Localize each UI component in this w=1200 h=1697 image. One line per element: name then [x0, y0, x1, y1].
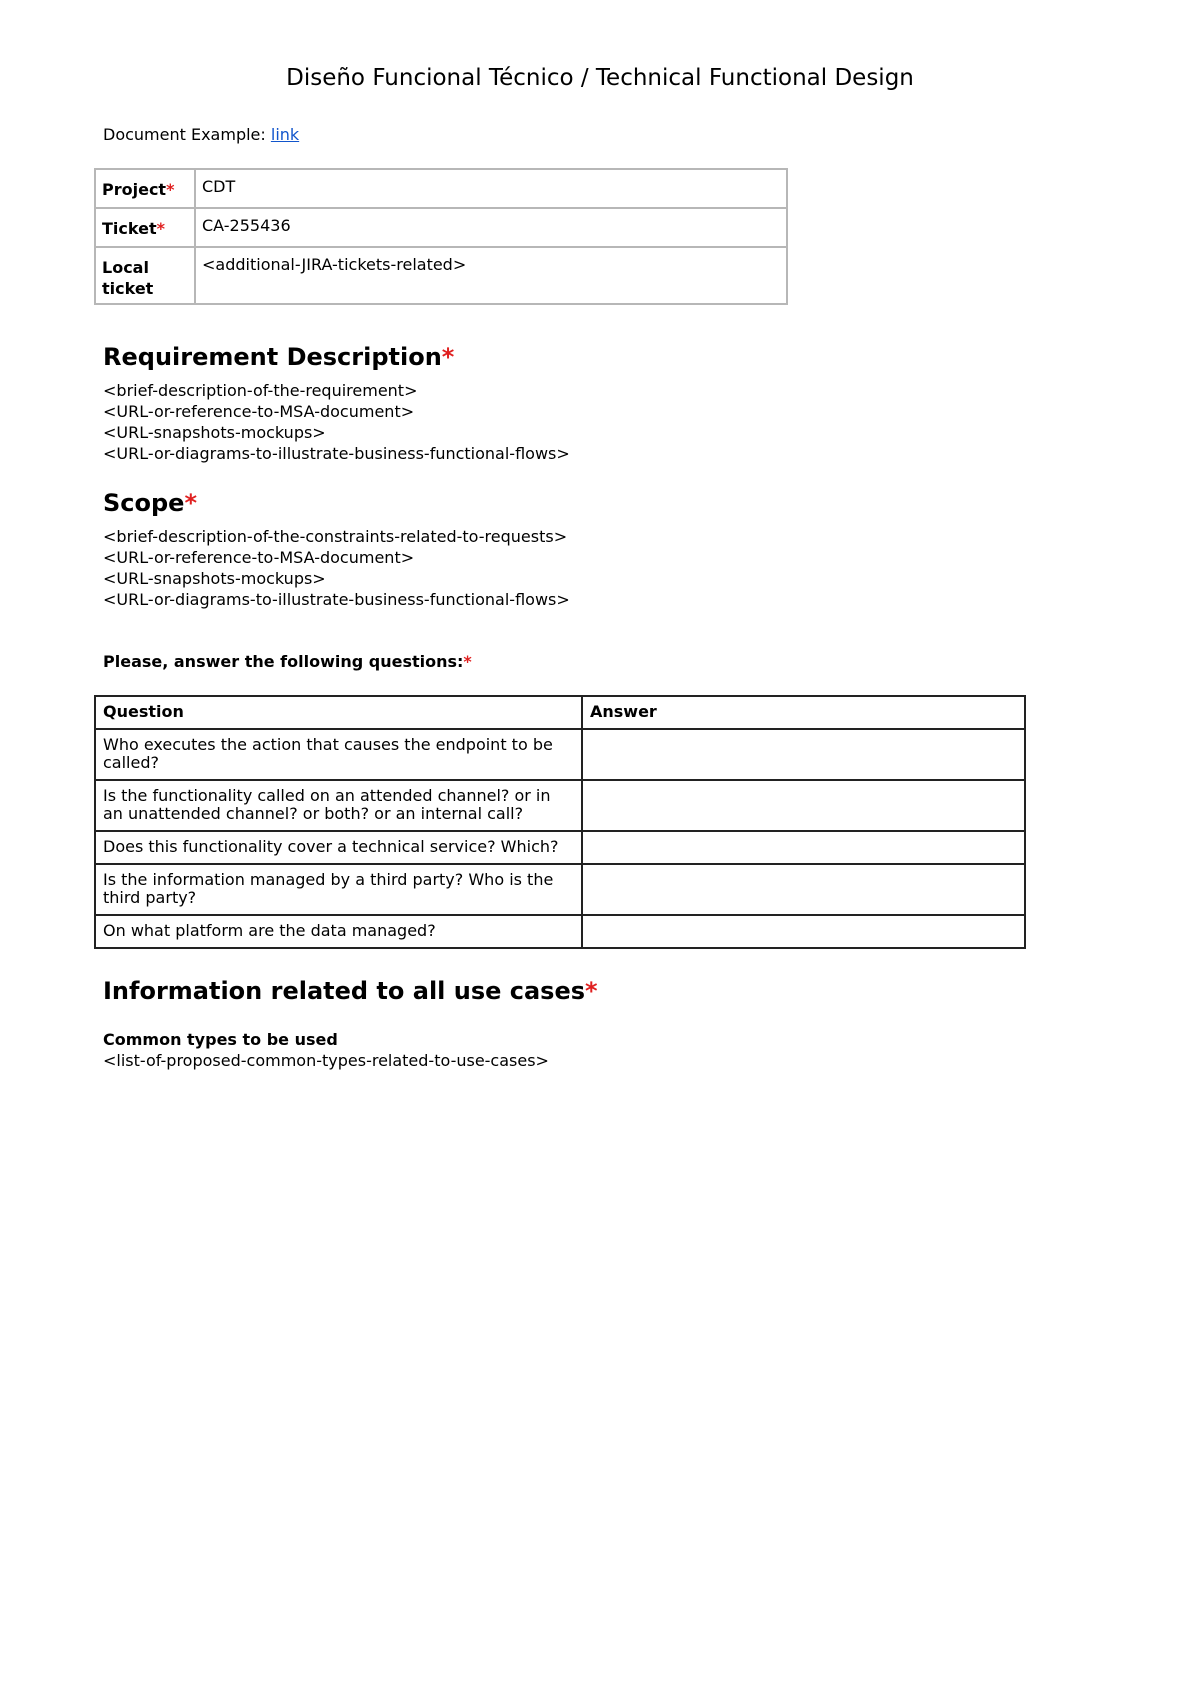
table-row — [95, 864, 1025, 915]
requirement-heading-text: Requirement Description — [103, 343, 442, 371]
project-label: Project — [102, 180, 167, 199]
ticket-label-cell — [95, 208, 195, 247]
table-row — [95, 915, 1025, 948]
requirement-line: <URL-or-reference-to-MSA-document> — [103, 402, 415, 421]
document-example-link[interactable]: link — [270, 125, 300, 144]
page-title: Diseño Funcional Técnico / Technical Functional Design — [286, 65, 914, 91]
required-asterisk: * — [441, 343, 455, 371]
scope-body — [103, 526, 570, 610]
scope-line: <URL-or-reference-to-MSA-document> — [103, 548, 415, 567]
scope-heading-text: Scope — [103, 489, 185, 517]
use-cases-heading-text: Information related to all use cases — [103, 977, 586, 1005]
scope-heading — [103, 488, 197, 518]
question-column-header: Question — [95, 696, 582, 729]
required-asterisk: * — [166, 180, 175, 199]
answer-column-header: Answer — [582, 696, 1025, 729]
questions-prompt-text: Please, answer the following questions: — [103, 652, 464, 671]
required-asterisk: * — [184, 489, 198, 517]
table-row — [95, 729, 1025, 780]
scope-line: <brief-description-of-the-constraints-related-to-requests> — [103, 527, 568, 546]
answer-cell[interactable] — [582, 831, 1025, 864]
table-row — [95, 831, 1025, 864]
requirement-line: <URL-snapshots-mockups> — [103, 423, 326, 442]
answer-cell[interactable] — [582, 915, 1025, 948]
ticket-row — [95, 208, 787, 247]
ticket-value: CA-255436 — [202, 216, 291, 235]
answer-cell[interactable] — [582, 780, 1025, 831]
requirement-body — [103, 380, 570, 464]
questions-table — [94, 695, 1026, 949]
question-cell: Is the functionality called on an attended channel? or in an unattended channel? or both? or an internal call? — [95, 780, 582, 831]
local-ticket-row — [95, 247, 787, 304]
answer-cell[interactable] — [582, 729, 1025, 780]
questions-header-row — [95, 696, 1025, 729]
required-asterisk: * — [156, 219, 165, 238]
local-ticket-value: <additional-JIRA-tickets-related> — [202, 255, 467, 274]
project-label-cell — [95, 169, 195, 208]
local-ticket-value-cell — [195, 247, 787, 304]
scope-line: <URL-or-diagrams-to-illustrate-business-functional-flows> — [103, 590, 570, 609]
table-row — [95, 780, 1025, 831]
question-cell: Does this functionality cover a technical service? Which? — [95, 831, 582, 864]
answer-cell[interactable] — [582, 864, 1025, 915]
ticket-label: Ticket — [102, 219, 157, 238]
project-value-cell — [195, 169, 787, 208]
requirement-heading — [103, 342, 454, 372]
question-cell: Is the information managed by a third party? Who is the third party? — [95, 864, 582, 915]
local-ticket-label-cell — [95, 247, 195, 304]
question-cell: On what platform are the data managed? — [95, 915, 582, 948]
project-value: CDT — [202, 177, 236, 196]
use-cases-heading — [103, 976, 598, 1006]
questions-prompt — [103, 652, 472, 672]
required-asterisk: * — [585, 977, 598, 1005]
requirement-line: <URL-or-diagrams-to-illustrate-business-functional-flows> — [103, 444, 570, 463]
ticket-value-cell — [195, 208, 787, 247]
scope-line: <URL-snapshots-mockups> — [103, 569, 326, 588]
project-row — [95, 169, 787, 208]
document-example — [103, 125, 299, 145]
required-asterisk: * — [463, 652, 472, 671]
requirement-line: <brief-description-of-the-requirement> — [103, 381, 418, 400]
project-info-table — [94, 168, 788, 305]
common-types-body: <list-of-proposed-common-types-related-to-use-cases> — [103, 1051, 549, 1070]
question-cell: Who executes the action that causes the endpoint to be called? — [95, 729, 582, 780]
local-ticket-label: Local ticket — [102, 258, 154, 298]
common-types-heading: Common types to be used — [103, 1030, 338, 1049]
document-example-label: Document Example: — [103, 125, 271, 144]
